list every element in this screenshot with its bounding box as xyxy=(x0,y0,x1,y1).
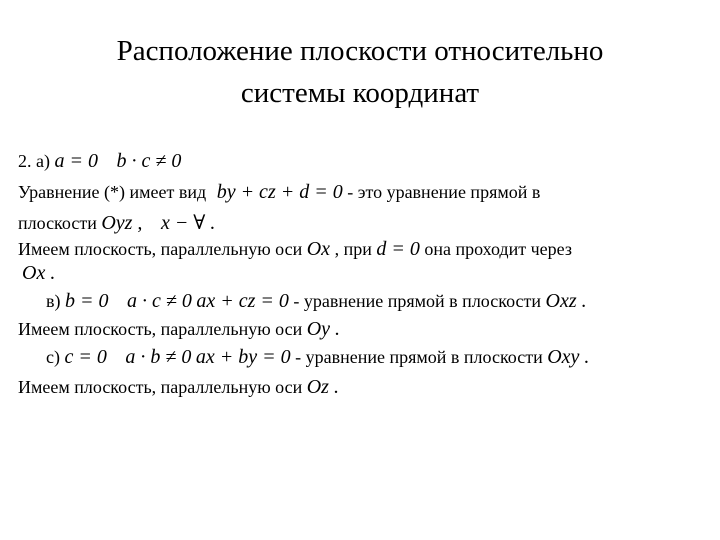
passes-through-text: она проходит через xyxy=(424,239,572,259)
parallel-text: Имеем плоскость, параллельную оси xyxy=(18,239,303,259)
case-b-line xyxy=(46,290,587,313)
plane-oxz: Oxz . xyxy=(545,290,587,312)
equation-axcz: ax + cz = 0 xyxy=(196,290,289,312)
ox-line xyxy=(22,262,55,285)
plane-text: плоскости xyxy=(18,213,97,233)
axis-ox: Ox xyxy=(306,238,331,260)
equation-axby: ax + by = 0 xyxy=(195,346,291,368)
case-b-label: в) xyxy=(46,291,61,311)
plane-oxy: Oxy . xyxy=(547,346,590,368)
plane-oyz-line xyxy=(18,210,215,235)
parallel-oy-line xyxy=(18,318,340,341)
axis-ox-continued: Ox . xyxy=(22,262,56,284)
line-in-plane-text-c: - уравнение прямой в плоскости xyxy=(295,347,543,367)
condition-b-zero: b = 0 xyxy=(65,290,109,312)
when-text: , при xyxy=(334,239,372,259)
equation-byczd: by + cz + d = 0 xyxy=(216,181,343,203)
title-line-1: Расположение плоскости относительно xyxy=(116,35,604,67)
equation-line xyxy=(18,181,540,204)
parallel-oz-line xyxy=(18,376,339,399)
case-c-label: с) xyxy=(46,347,60,367)
axis-oz: Oz . xyxy=(306,376,339,398)
equation-intro-text: Уравнение (*) имеет вид xyxy=(18,182,207,202)
condition-ac-nonzero: a · c ≠ 0 xyxy=(127,290,192,312)
equation-line-text: - это уравнение прямой в xyxy=(347,182,541,202)
condition-a-zero: a = 0 xyxy=(54,150,98,172)
title-line-2: системы координат xyxy=(240,77,480,109)
parallel-text-oz: Имеем плоскость, параллельную оси xyxy=(18,377,303,397)
x-any: x − ∀ . xyxy=(160,212,216,234)
axis-oy: Oy . xyxy=(306,318,341,340)
plane-oyz: Oyz , xyxy=(101,212,143,234)
condition-ab-nonzero: a · b ≠ 0 xyxy=(125,346,192,368)
line-in-plane-text-b: - уравнение прямой в плоскости xyxy=(293,291,542,311)
parallel-ox-line xyxy=(18,238,572,261)
condition-bc-nonzero: b · c ≠ 0 xyxy=(116,150,182,172)
parallel-text-oy: Имеем плоскость, параллельную оси xyxy=(18,319,303,339)
condition-d-zero: d = 0 xyxy=(376,238,420,260)
case-a-line xyxy=(18,150,181,173)
condition-c-zero: c = 0 xyxy=(64,346,107,368)
case-a-label: 2. а) xyxy=(18,151,50,171)
case-c-line xyxy=(46,346,589,369)
page-title xyxy=(0,30,720,114)
